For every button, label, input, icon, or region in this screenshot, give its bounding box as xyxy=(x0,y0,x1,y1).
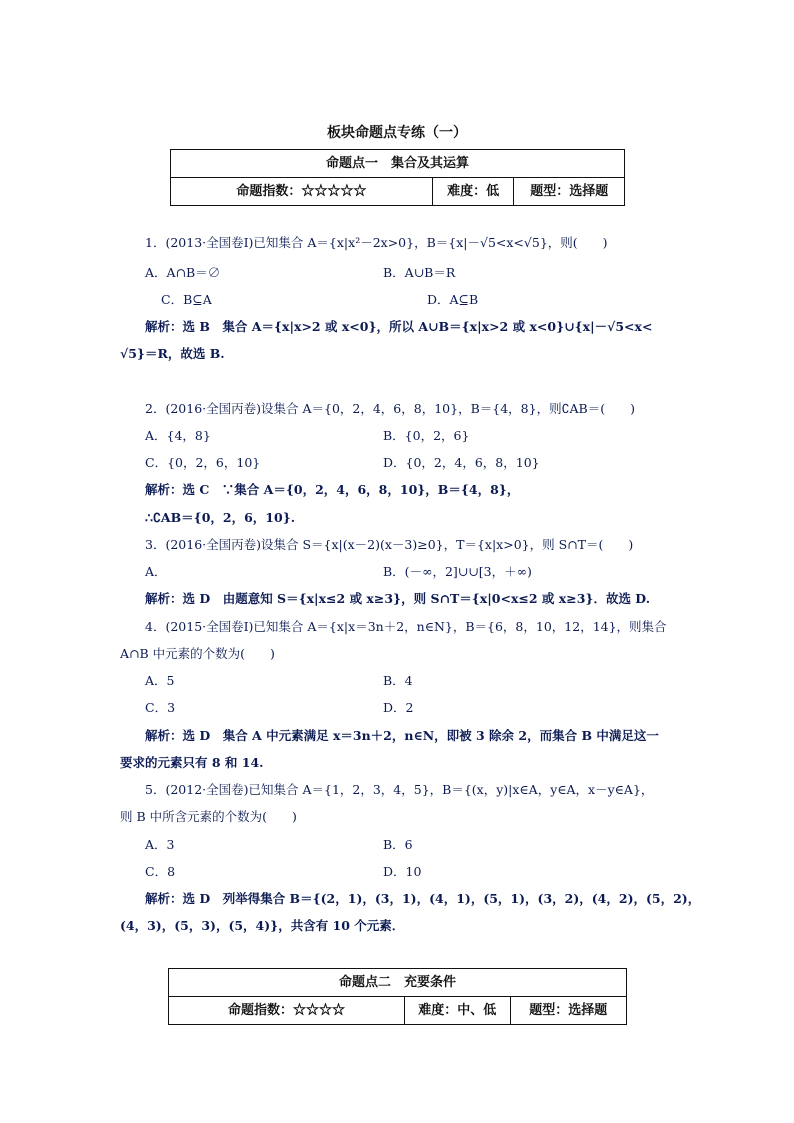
topic-difficulty: 难度：低 xyxy=(433,178,515,205)
question-5-solution-line-1: 解析：选 D 列举得集合 B＝{(2，1)，(3，1)，(4，1)，(5，1)，(3，2)，(4，2)，(5，2)， xyxy=(145,891,701,906)
question-3-solution: 解析：选 D 由题意知 S＝{x|x≤2 或 x≥3}，则 S∩T＝{x|0<x≤2 或 x≥3}．故选 D. xyxy=(145,591,651,606)
question-1-solution-line-1: 解析：选 B 集合 A＝{x|x>2 或 x<0}，所以 A∪B＝{x|x>2 或 x<0}∪{x|－√5<x< xyxy=(145,319,653,334)
question-2-solution-line-2: ∴∁AB＝{0，2，6，10}. xyxy=(145,510,296,525)
question-3-option-b: B．(－∞，2]∪∪[3，＋∞) xyxy=(383,564,532,579)
question-1-solution-line-2: √5}＝R，故选 B. xyxy=(120,346,225,361)
question-5-solution-line-2: (4，3)，(5，3)，(5，4)}，共含有 10 个元素． xyxy=(120,918,405,933)
question-5-option-d: D．10 xyxy=(383,864,422,879)
question-4-option-d: D．2 xyxy=(383,700,414,715)
question-1-option-d: D．A⊆B xyxy=(427,292,479,307)
question-4-option-a: A．5 xyxy=(145,673,175,688)
question-1-option-b: B．A∪B＝R xyxy=(383,265,456,280)
topic-heading: 命题点二 充要条件 xyxy=(169,969,626,997)
question-2-stem: 2．(2016·全国丙卷)设集合 A＝{0，2，4，6，8，10}，B＝{4，8}，则∁AB＝( ) xyxy=(145,401,635,416)
question-3-option-a: A． xyxy=(145,564,167,579)
question-4-option-c: C．3 xyxy=(145,700,176,715)
question-3-stem: 3．(2016·全国丙卷)设集合 S＝{x|(x－2)(x－3)≥0}，T＝{x|x>0}，则 S∩T＝( ) xyxy=(145,537,634,552)
topic-heading: 命题点一 集合及其运算 xyxy=(171,150,624,178)
question-4-stem-line-1: 4．(2015·全国卷Ⅰ)已知集合 A＝{x|x＝3n＋2，n∈N}，B＝{6，8，10，12，14}，则集合 xyxy=(145,619,667,634)
topic-index: 命题指数：☆☆☆☆ xyxy=(169,997,405,1024)
topic-difficulty: 难度：中、低 xyxy=(405,997,511,1024)
question-2-option-c: C．{0，2，6，10} xyxy=(145,455,261,470)
question-5-stem-line-2: 则 B 中所含元素的个数为( ) xyxy=(120,809,297,824)
question-4-solution-line-2: 要求的元素只有 8 和 14. xyxy=(120,755,264,770)
question-2-solution-line-1: 解析：选 C ∵集合 A＝{0，2，4，6，8，10}，B＝{4，8}， xyxy=(145,482,520,497)
question-1-option-c: C．B⊆A xyxy=(161,292,212,307)
topic-box-2 xyxy=(168,968,627,1025)
question-4-option-b: B．4 xyxy=(383,673,413,688)
topic-type: 题型：选择题 xyxy=(529,1003,608,1018)
topic-meta-row xyxy=(171,178,624,205)
question-5-option-a: A．3 xyxy=(145,837,175,852)
topic-box-1 xyxy=(170,149,625,206)
question-2-option-d: D．{0，2，4，6，8，10} xyxy=(383,455,540,470)
question-4-solution-line-1: 解析：选 D 集合 A 中元素满足 x＝3n＋2，n∈N，即被 3 除余 2，而集合 B 中满足这一 xyxy=(145,728,659,743)
question-5-option-c: C．8 xyxy=(145,864,176,879)
question-5-option-b: B．6 xyxy=(383,837,413,852)
topic-meta-row xyxy=(169,997,626,1024)
topic-type: 题型：选择题 xyxy=(530,184,609,199)
page-title: 板块命题点专练（一） xyxy=(327,125,467,141)
question-4-stem-line-2: A∩B 中元素的个数为( ) xyxy=(120,646,275,661)
question-1-option-a: A．A∩B＝∅ xyxy=(145,265,221,280)
question-2-option-b: B．{0，2，6} xyxy=(383,428,470,443)
topic-index: 命题指数：☆☆☆☆☆ xyxy=(171,178,433,205)
question-1-stem: 1．(2013·全国卷Ⅰ)已知集合 A＝{x|x²－2x>0}，B＝{x|－√5<x<√5}，则( ) xyxy=(145,235,608,250)
question-2-option-a: A．{4，8} xyxy=(145,428,211,443)
question-5-stem-line-1: 5．(2012·全国卷)已知集合 A＝{1，2，3，4，5}，B＝{(x，y)|x∈A，y∈A，x－y∈A}， xyxy=(145,782,654,797)
